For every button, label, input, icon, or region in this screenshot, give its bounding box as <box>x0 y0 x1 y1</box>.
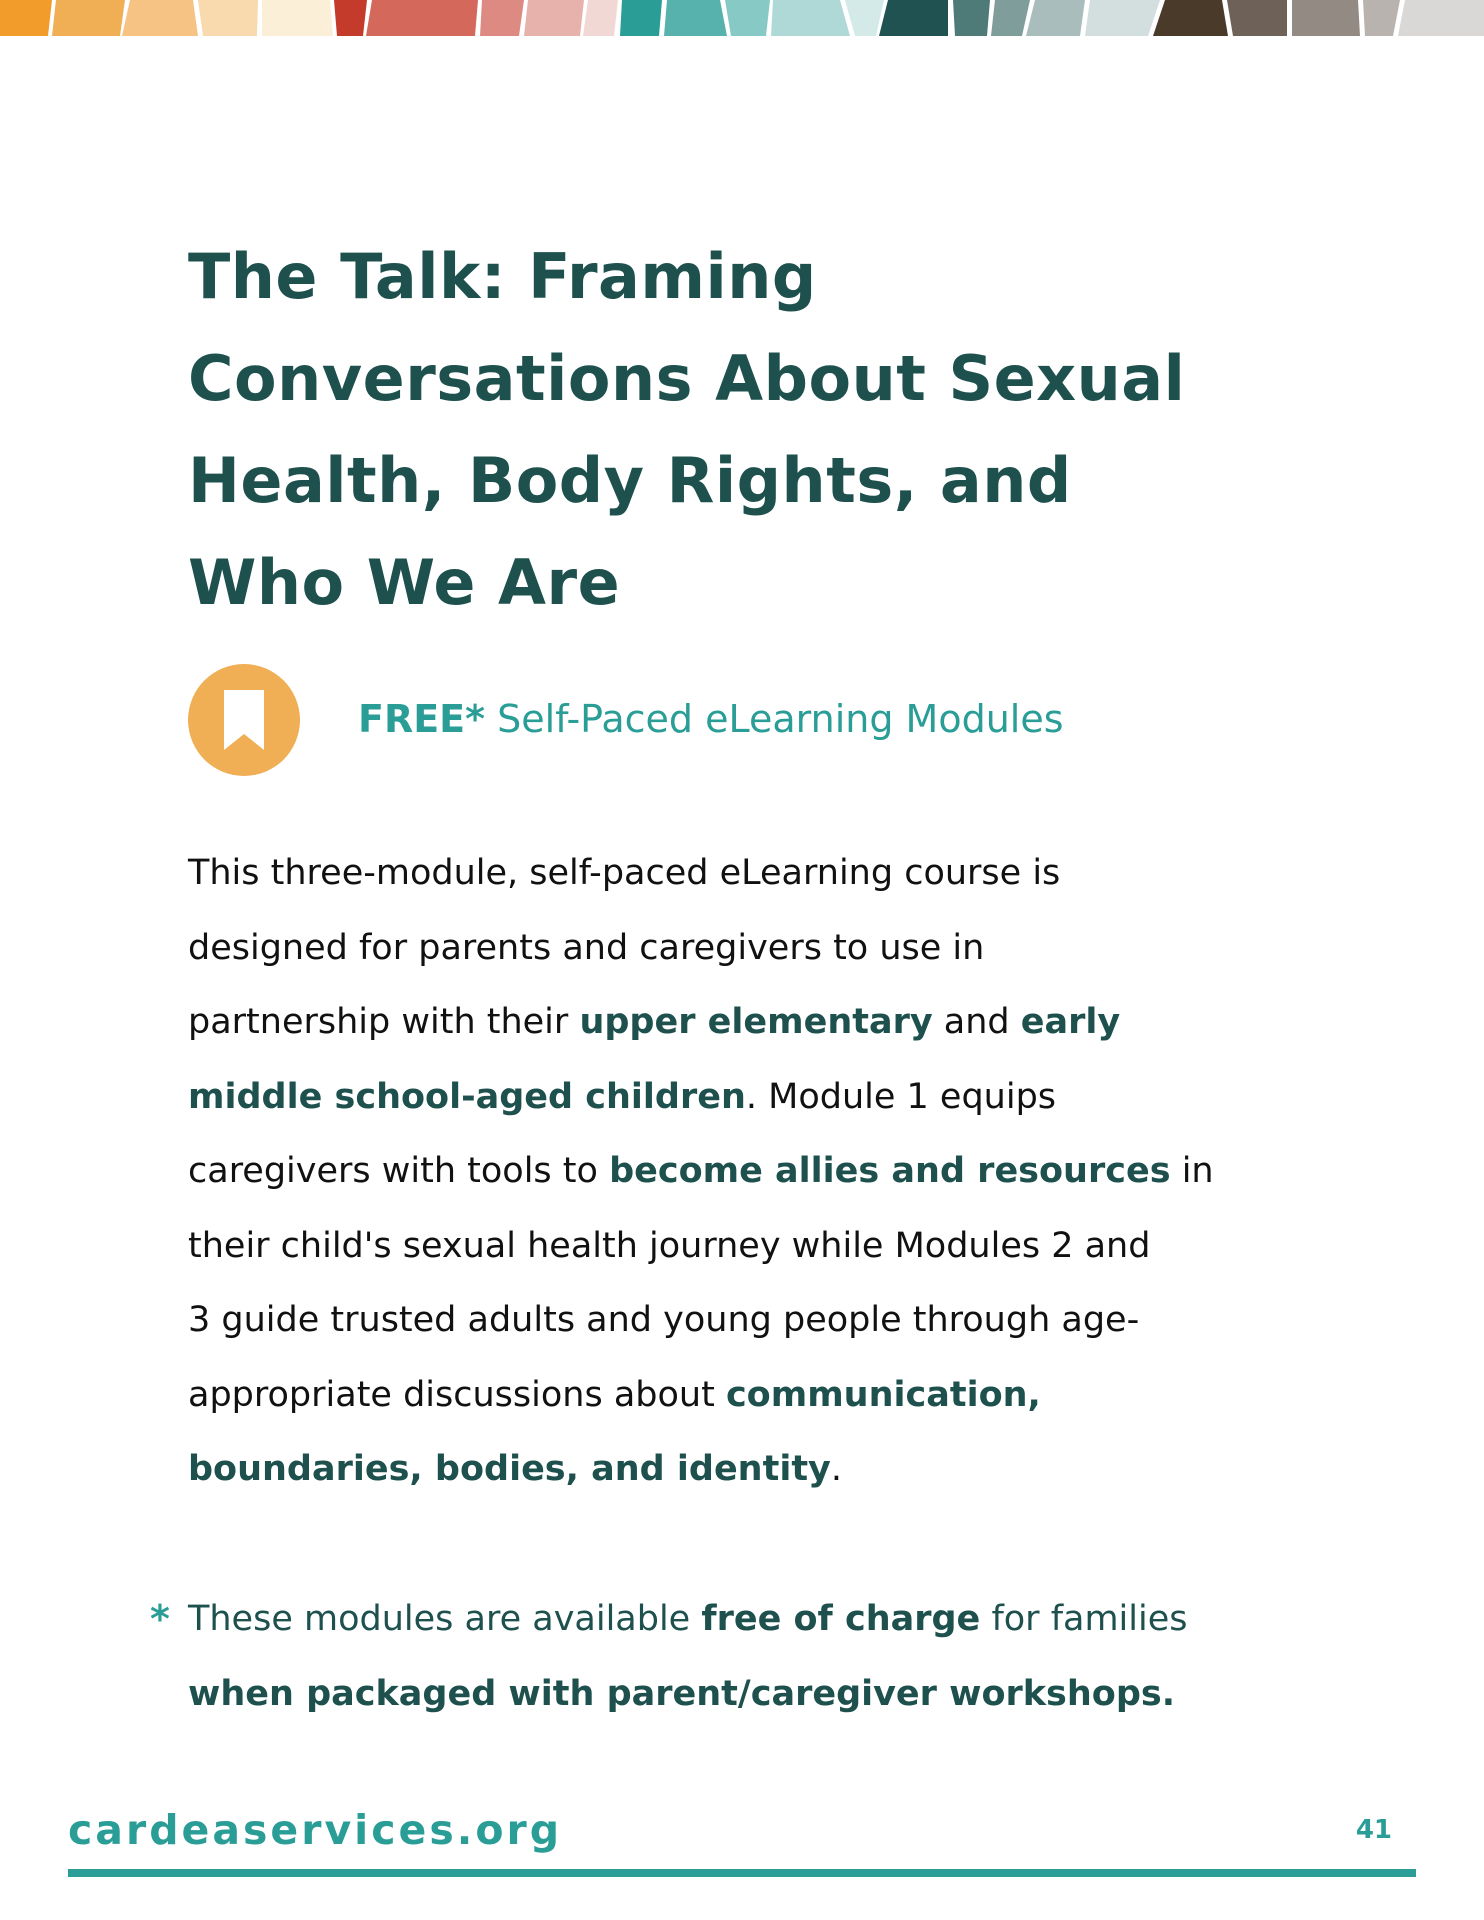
description-paragraph <box>188 836 1338 1507</box>
title-line: Who We Are <box>188 546 621 619</box>
footnote-line <box>188 1582 1338 1657</box>
page-title <box>188 226 1338 634</box>
title-line: Conversations About Sexual <box>188 342 1186 415</box>
text: appropriate discussions about <box>188 1374 726 1415</box>
stripe-segments <box>0 0 1484 36</box>
text: in <box>1170 1151 1214 1191</box>
title-line: The Talk: Framing <box>188 240 817 313</box>
text: This three-module, self-paced eLearning course is <box>188 853 1061 893</box>
body-line <box>188 836 1338 911</box>
body-line <box>188 985 1338 1060</box>
highlight-boundaries: boundaries, bodies, and identity <box>188 1449 831 1489</box>
title-line: Health, Body Rights, and <box>188 444 1072 517</box>
text: These modules are available <box>188 1599 702 1639</box>
body-line <box>188 1209 1338 1284</box>
free-label: FREE* <box>358 697 486 741</box>
page-number: 41 <box>1355 1815 1392 1845</box>
text: and <box>932 1002 1021 1042</box>
text: their child's sexual health journey while Modules 2 and <box>188 1225 1151 1266</box>
footer-divider <box>68 1869 1416 1877</box>
body-line <box>188 1283 1338 1358</box>
highlight-upper-elementary: upper elementary <box>579 1002 933 1042</box>
highlight-middle-school: middle school-aged children <box>188 1076 746 1117</box>
body-line <box>188 1060 1338 1135</box>
text: partnership with their <box>188 1002 580 1042</box>
footnote-asterisk: * <box>150 1597 170 1641</box>
decorative-color-stripe <box>0 0 1484 36</box>
bookmark-icon <box>188 664 300 776</box>
format-badge <box>188 664 1288 776</box>
body-line <box>188 1134 1338 1209</box>
format-label <box>358 694 1064 744</box>
highlight-communication: communication, <box>725 1374 1041 1415</box>
text: 3 guide trusted adults and young people through age- <box>188 1300 1140 1340</box>
footnote-line <box>188 1657 1338 1732</box>
text: . <box>830 1449 843 1489</box>
highlight-free-of-charge: free of charge <box>701 1599 981 1639</box>
text: designed for parents and caregivers to use in <box>188 927 985 968</box>
body-line <box>188 1358 1338 1433</box>
text: . Module 1 equips <box>745 1076 1057 1117</box>
highlight-allies: become allies and resources <box>609 1151 1171 1191</box>
body-line <box>188 911 1338 986</box>
text: for families <box>980 1599 1188 1639</box>
footer-website-link[interactable]: cardeaservices.org <box>68 1806 563 1854</box>
text: when packaged with parent/caregiver workshops. <box>188 1673 1176 1714</box>
body-line <box>188 1432 1338 1507</box>
text: caregivers with tools to <box>188 1151 610 1191</box>
format-text: Self-Paced eLearning Modules <box>485 697 1064 741</box>
footnote <box>188 1582 1338 1731</box>
highlight-early: early <box>1020 1002 1121 1042</box>
